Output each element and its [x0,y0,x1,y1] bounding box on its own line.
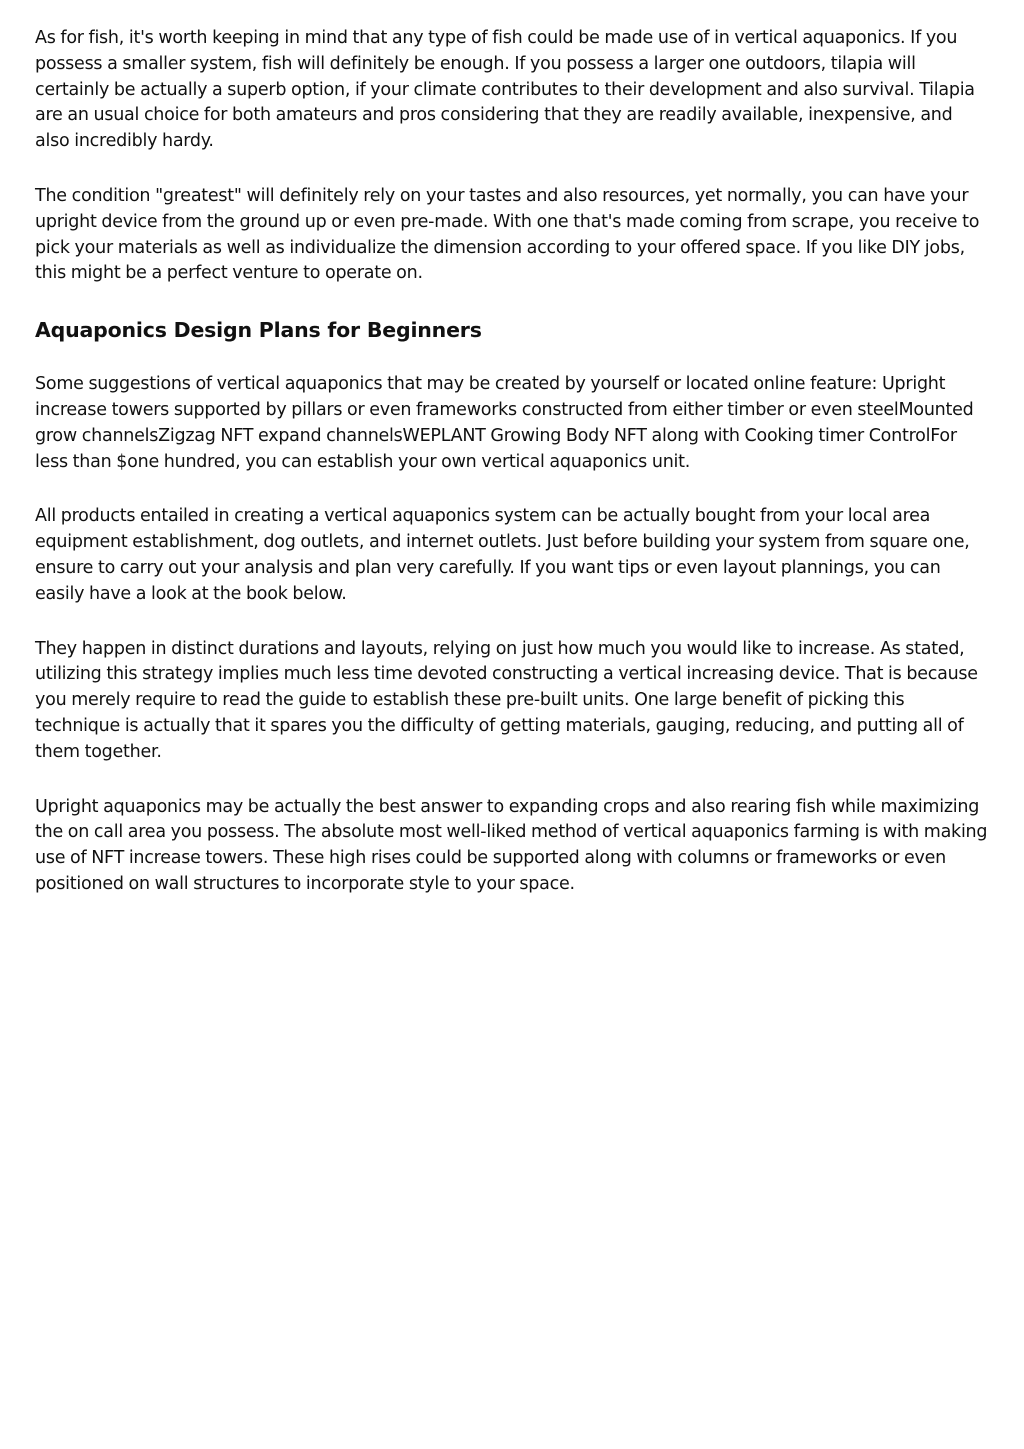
paragraph-greatest-condition: The condition "greatest" will definitely rely on your tastes and also resources, yet normally, you can have your upright device from the ground up or even pre-made. With one that's made coming from scrape, you receive to pick your materials as well as individualize the dimension according to your offered space. If you like DIY jobs, this might be a perfect venture to operate on. [35,185,980,284]
paragraph-suggestions: Some suggestions of vertical aquaponics that may be created by yourself or located online feature: Upright increase towers supported by pillars or even frameworks constructed from either timber or even steelMounted grow channelsZigzag NFT expand channelsWEPLANT Growing Body NFT along with Cooking timer ControlFor less than $one hundred, you can establish your own vertical aquaponics unit. [35,374,974,472]
section-heading: Aquaponics Design Plans for Beginners [35,318,482,343]
article-body [35,26,990,927]
paragraph-products: All products entailed in creating a vertical aquaponics system can be actually bought from your local area equipment establishment, dog outlets, and internet outlets. Just before building your system from square one, ensure to carry out your analysis and plan very carefully. If you want tips or even layout plannings, you can easily have a look at the book below. [35,506,970,604]
paragraph-fish-choice: As for fish, it's worth keeping in mind that any type of fish could be made use of in vertical aquaponics. If you possess a smaller system, fish will definitely be enough. If you possess a larger one outdoors, tilapia will certainly be actually a superb option, if your climate contributes to their development and also survival. Tilapia are an usual choice for both amateurs and pros considering that they are readily available, inexpensive, and also incredibly hardy. [35,28,975,152]
paragraph-upright-aquaponics: Upright aquaponics may be actually the best answer to expanding crops and also rearing fish while maximizing the on call area you possess. The absolute most well-liked method of vertical aquaponics farming is with making use of NFT increase towers. These high rises could be supported along with columns or frameworks or even positioned on wall structures to incorporate style to your space. [35,796,988,894]
paragraph-durations-layouts: They happen in distinct durations and layouts, relying on just how much you would like to increase. As stated, utilizing this strategy implies much less time devoted constructing a vertical increasing device. That is because you merely require to read the guide to establish these pre-built units. One large benefit of picking this technique is actually that it spares you the difficulty of getting materials, gauging, reducing, and putting all of them together. [35,638,978,762]
